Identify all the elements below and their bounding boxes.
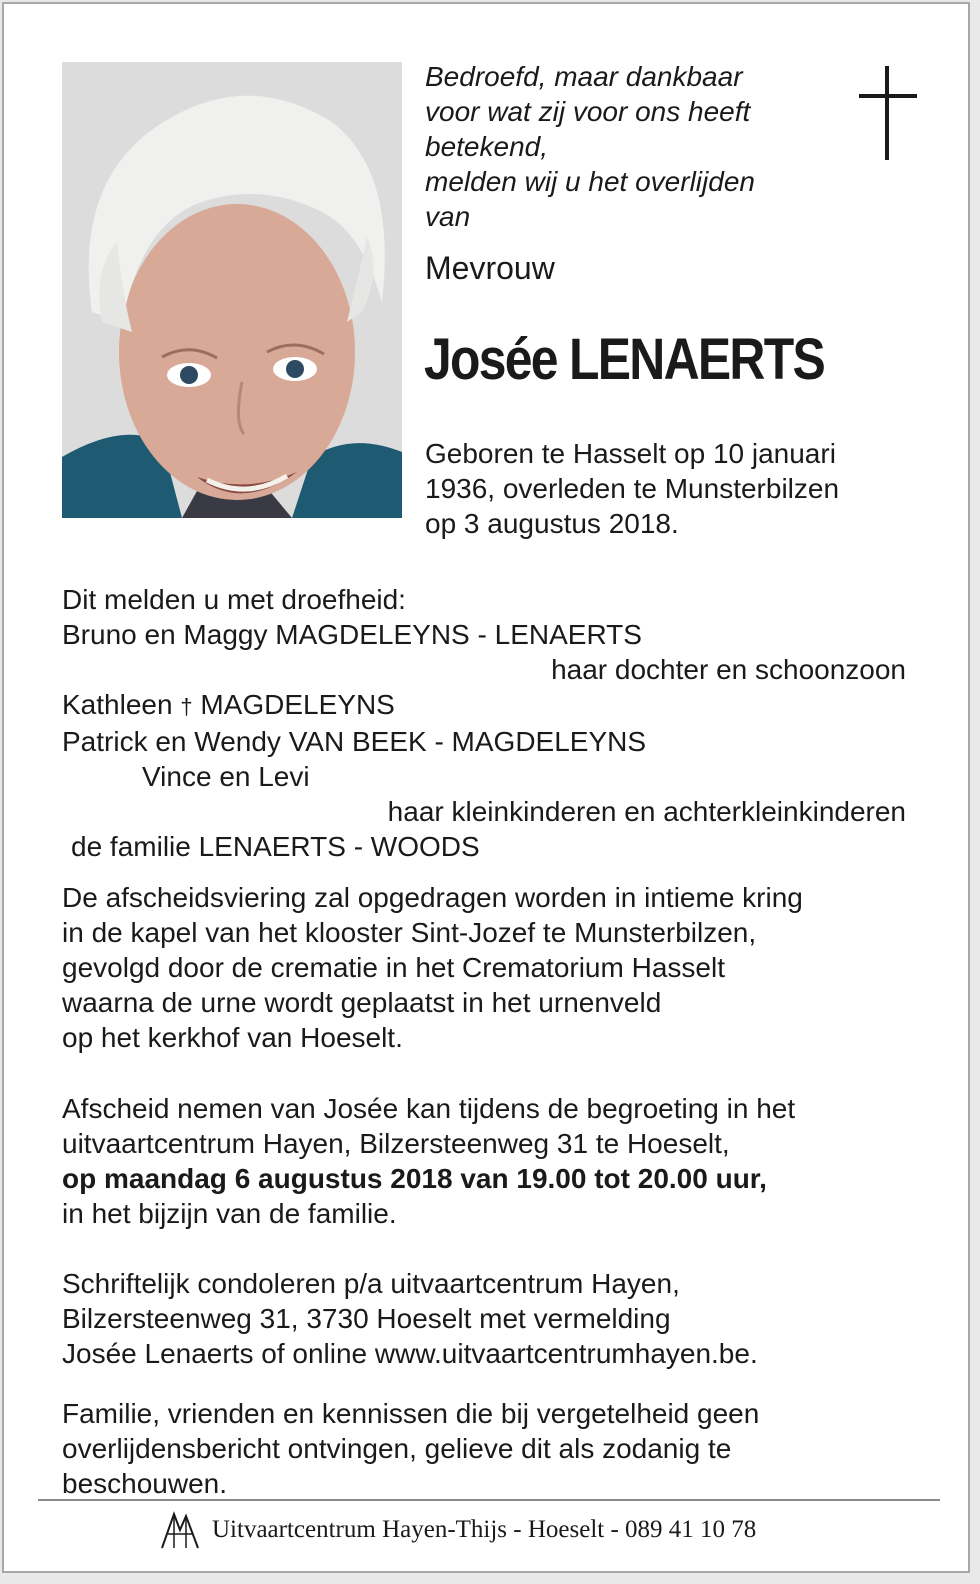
family-last-name: MAGDELEYNS	[200, 689, 395, 720]
ceremony-paragraph	[62, 880, 922, 1055]
family-header: Dit melden u met droefheid:	[62, 584, 406, 615]
footer	[154, 1508, 854, 1552]
intro-line: voor wat zij voor ons heeft	[425, 96, 751, 127]
family-line	[62, 687, 912, 724]
obituary-card	[2, 2, 970, 1573]
life-dates	[425, 436, 895, 541]
family-list	[62, 582, 912, 864]
intro-line: betekend,	[425, 131, 548, 162]
ceremony-line: gevolgd door de crematie in het Crematorium Hasselt	[62, 952, 725, 983]
condolence-line: Josée Lenaerts of online www.uitvaartcentrumhayen.be.	[62, 1338, 758, 1369]
farewell-date: op maandag 6 augustus 2018 van 19.00 tot 20.00 uur,	[62, 1163, 767, 1194]
notice-line: beschouwen.	[62, 1468, 228, 1499]
farewell-paragraph	[62, 1091, 922, 1231]
intro-line: Bedroefd, maar dankbaar	[425, 61, 743, 92]
condolence-line: Bilzersteenweg 31, 3730 Hoeselt met vermelding	[62, 1303, 671, 1334]
ceremony-line: op het kerkhof van Hoeselt.	[62, 1022, 403, 1053]
family-line: de familie LENAERTS - WOODS	[71, 831, 480, 862]
footer-text: Uitvaartcentrum Hayen-Thijs - Hoeselt - 089 41 10 78	[212, 1516, 757, 1543]
funeral-home-logo-icon	[158, 1510, 202, 1550]
farewell-line: Afscheid nemen van Josée kan tijdens de begroeting in het	[62, 1093, 796, 1124]
footer-divider	[38, 1499, 940, 1501]
farewell-line: in het bijzijn van de familie.	[62, 1198, 397, 1229]
life-line: 1936, overleden te Munsterbilzen	[425, 473, 840, 504]
farewell-line: uitvaartcentrum Hayen, Bilzersteenweg 31 te Hoeselt,	[62, 1128, 730, 1159]
life-line: op 3 augustus 2018.	[425, 508, 679, 539]
notice-line: overlijdensbericht ontvingen, gelieve dit als zodanig te	[62, 1433, 732, 1464]
notice-line: Familie, vrienden en kennissen die bij vergetelheid geen	[62, 1398, 760, 1429]
family-line: Patrick en Wendy VAN BEEK - MAGDELEYNS	[62, 726, 647, 757]
ceremony-line: in de kapel van het klooster Sint-Jozef te Munsterbilzen,	[62, 917, 757, 948]
cross-icon	[859, 66, 917, 162]
relation-label: haar dochter en schoonzoon	[551, 654, 906, 685]
intro-line: van	[425, 201, 471, 232]
intro-text	[425, 59, 805, 234]
portrait-photo	[62, 62, 402, 518]
relation-label: haar kleinkinderen en achterkleinkinderen	[387, 796, 906, 827]
family-first-name: Kathleen	[62, 689, 173, 720]
family-line: Vince en Levi	[142, 761, 310, 792]
ceremony-line: waarna de urne wordt geplaatst in het urnenveld	[62, 987, 662, 1018]
condolence-paragraph	[62, 1266, 922, 1371]
portrait-illustration	[62, 62, 402, 518]
ceremony-line: De afscheidsviering zal opgedragen worden in intieme kring	[62, 882, 803, 913]
family-line: Bruno en Maggy MAGDELEYNS - LENAERTS	[62, 619, 642, 650]
deceased-name: Josée LENAERTS	[424, 327, 825, 392]
intro-line: melden wij u het overlijden	[425, 166, 755, 197]
notice-paragraph	[62, 1396, 922, 1501]
deceased-cross-icon: †	[180, 694, 193, 719]
life-line: Geboren te Hasselt op 10 januari	[425, 438, 836, 469]
salutation: Mevrouw	[425, 250, 555, 286]
condolence-line: Schriftelijk condoleren p/a uitvaartcentrum Hayen,	[62, 1268, 680, 1299]
